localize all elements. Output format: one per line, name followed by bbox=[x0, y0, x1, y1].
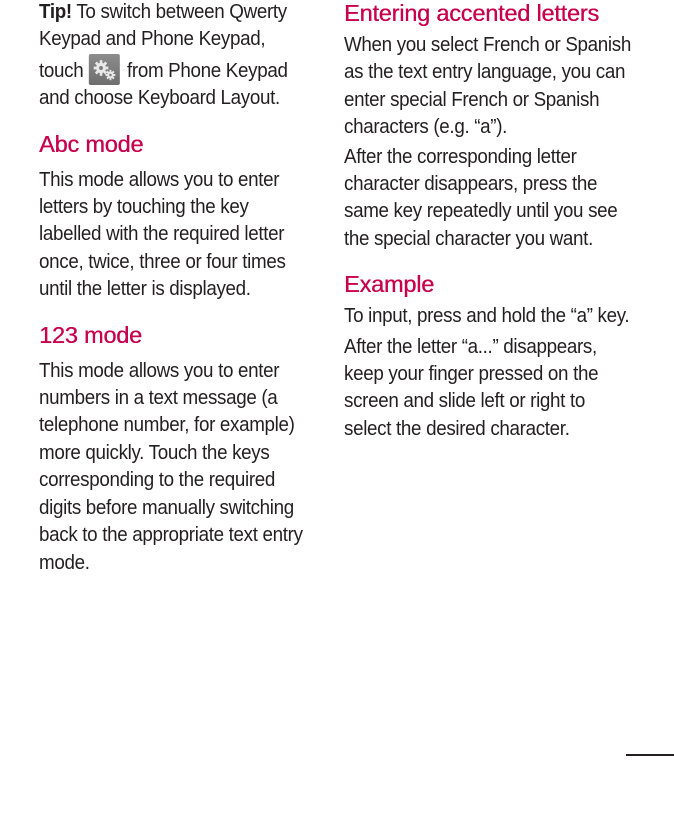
settings-gears-icon bbox=[89, 54, 120, 85]
accented-letters-paragraph-2: After the corresponding letter character disappears, press the same key repeatedly until you see the special character you want. bbox=[344, 145, 618, 250]
page-number-rule bbox=[626, 754, 674, 756]
tip-label: Tip! bbox=[39, 1, 72, 23]
accented-letters-paragraph-1: When you select French or Spanish as the text entry language, you can enter special French or Spanish characters (e.g. “a”). bbox=[344, 34, 631, 139]
123-mode-heading: 123 mode bbox=[39, 321, 142, 348]
tip-text-after-icon: from Phone Keypad and choose Keyboard Layout. bbox=[39, 59, 288, 110]
example-paragraph-1: To input, press and hold the “a” key. bbox=[344, 305, 630, 328]
123-mode-body: This mode allows you to enter numbers in a text message (a telephone number, for example) more quickly. Touch the keys corresponding to the required digits before manually switching back to the appropriate text entry mode. bbox=[39, 359, 303, 574]
tip-text-before-icon: To switch between Qwerty Keypad and Phone Keypad, touch bbox=[39, 1, 287, 82]
abc-mode-body: This mode allows you to enter letters by touching the key labelled with the required letter once, twice, three or four times until the letter is displayed. bbox=[39, 168, 286, 301]
example-heading: Example bbox=[344, 271, 435, 298]
right-column bbox=[344, 0, 634, 443]
tip-paragraph bbox=[39, 0, 314, 113]
accented-letters-heading: Entering accented letters bbox=[344, 0, 599, 26]
left-column bbox=[39, 0, 315, 577]
abc-mode-heading: Abc mode bbox=[39, 130, 144, 157]
example-paragraph-2: After the letter “a...” disappears, keep your finger pressed on the screen and slide left or right to select the desired character. bbox=[344, 335, 599, 440]
